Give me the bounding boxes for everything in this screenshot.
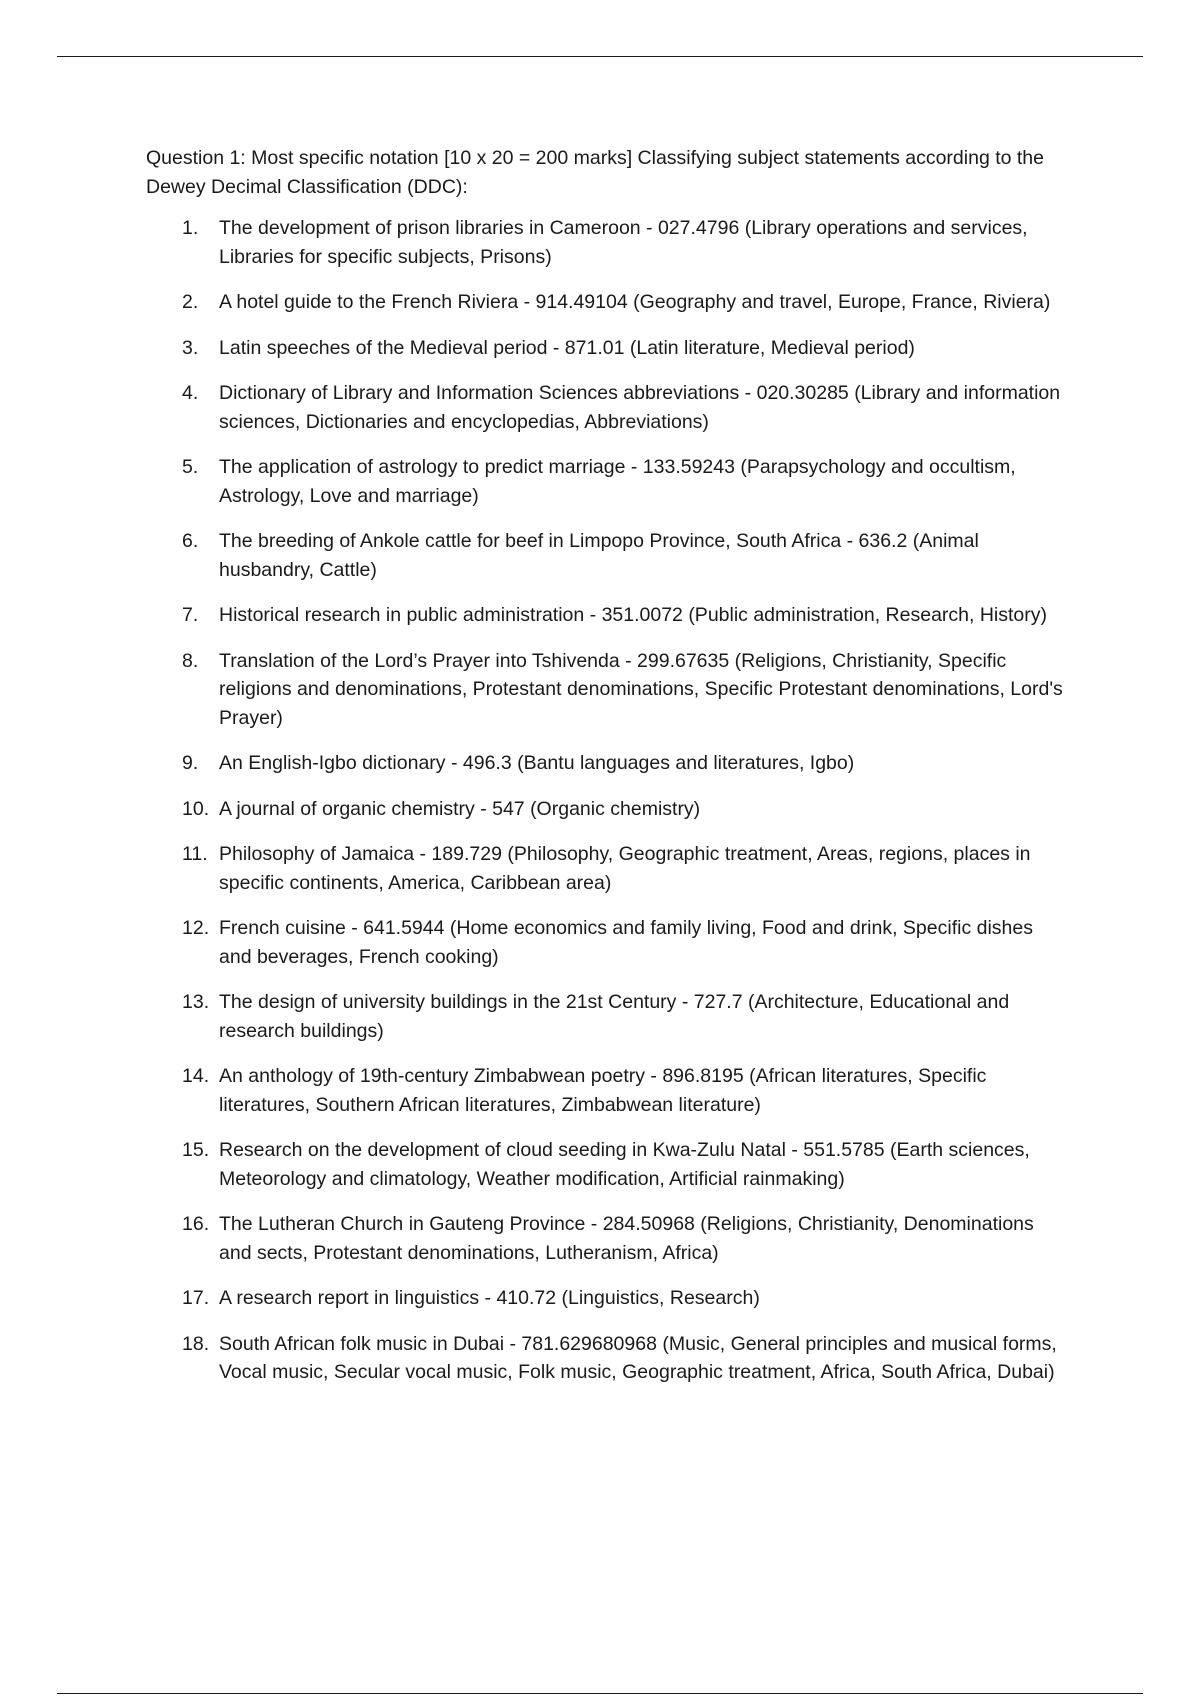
- list-item: [146, 334, 1066, 363]
- item-number: 16.: [182, 1213, 210, 1235]
- item-number: 9.: [182, 752, 199, 774]
- list-item: [146, 1210, 1066, 1267]
- item-text: The application of astrology to predict marriage - 133.59243 (Parapsychology and occultism, Astrology, Love and marriage): [219, 456, 1016, 507]
- item-text: Philosophy of Jamaica - 189.729 (Philosophy, Geographic treatment, Areas, regions, places in specific continents, America, Caribbean area): [219, 843, 1031, 894]
- list-item: [146, 988, 1066, 1045]
- list-item: [146, 840, 1066, 897]
- item-text: French cuisine - 641.5944 (Home economics and family living, Food and drink, Specific dishes and beverages, French cooking): [219, 917, 1033, 968]
- list-item: [146, 647, 1066, 733]
- item-text: The breeding of Ankole cattle for beef in Limpopo Province, South Africa - 636.2 (Animal husbandry, Cattle): [219, 530, 979, 581]
- item-text: Latin speeches of the Medieval period - 871.01 (Latin literature, Medieval period): [219, 336, 915, 359]
- item-text: A journal of organic chemistry - 547 (Organic chemistry): [219, 797, 701, 820]
- item-text: The design of university buildings in the 21st Century - 727.7 (Architecture, Educational and research buildings): [219, 991, 1010, 1042]
- item-text: A research report in linguistics - 410.72 (Linguistics, Research): [219, 1287, 760, 1309]
- top-divider: [57, 56, 1143, 57]
- item-number: 6.: [182, 530, 199, 552]
- item-text: Translation of the Lord’s Prayer into Tshivenda - 299.67635 (Religions, Christianity, Specific religions and denominations, Protestant denominations, Specific Protestant denominations, Lord's Prayer): [219, 649, 1063, 729]
- item-number: 5.: [182, 456, 199, 478]
- item-text: Dictionary of Library and Information Sciences abbreviations - 020.30285 (Library and information sciences, Dictionaries and encyclopedias, Abbreviations): [219, 382, 1061, 433]
- list-item: [146, 795, 1066, 824]
- item-text: Research on the development of cloud seeding in Kwa-Zulu Natal - 551.5785 (Earth sciences, Meteorology and climatology, Weather modification, Artificial rainmaking): [219, 1139, 1030, 1190]
- question-intro: Question 1: Most specific notation [10 x 20 = 200 marks] Classifying subject statements according to the Dewey Decimal Classification (DDC):: [146, 147, 1044, 198]
- item-text: South African folk music in Dubai - 781.629680968 (Music, General principles and musical forms, Vocal music, Secular vocal music, Folk music, Geographic treatment, Africa, South Africa, Dubai): [219, 1332, 1057, 1383]
- item-number: 18.: [182, 1332, 210, 1355]
- item-text: An anthology of 19th-century Zimbabwean poetry - 896.8195 (African literatures, Specific literatures, Southern African literatures, Zimbabwean literature): [219, 1065, 987, 1116]
- item-text: The Lutheran Church in Gauteng Province - 284.50968 (Religions, Christianity, Denominations and sects, Protestant denominations, Lutheranism, Africa): [219, 1213, 1034, 1264]
- document-body: [146, 144, 1066, 1404]
- list-item: [146, 1330, 1066, 1387]
- item-number: 8.: [182, 649, 199, 672]
- item-number: 12.: [182, 917, 210, 939]
- item-number: 13.: [182, 991, 210, 1013]
- list-item: [146, 214, 1066, 271]
- list-item: [146, 453, 1066, 510]
- item-number: 10.: [182, 797, 210, 820]
- item-number: 17.: [182, 1287, 210, 1309]
- item-number: 2.: [182, 291, 199, 313]
- item-number: 11.: [182, 843, 208, 865]
- list-item: [146, 749, 1066, 778]
- list-item: [146, 527, 1066, 584]
- list-item: [146, 914, 1066, 971]
- item-number: 7.: [182, 604, 199, 626]
- item-text: A hotel guide to the French Riviera - 914.49104 (Geography and travel, Europe, France, Riviera): [219, 291, 1051, 313]
- list-item: [146, 288, 1066, 317]
- list-item: [146, 379, 1066, 436]
- item-text: The development of prison libraries in Cameroon - 027.4796 (Library operations and services, Libraries for specific subjects, Prisons): [219, 217, 1028, 268]
- item-number: 15.: [182, 1139, 210, 1161]
- classification-list: [146, 214, 1066, 1387]
- list-item: [146, 1062, 1066, 1119]
- list-item: [146, 1136, 1066, 1193]
- list-item: [146, 601, 1066, 630]
- item-number: 14.: [182, 1065, 210, 1087]
- list-item: [146, 1284, 1066, 1313]
- bottom-divider: [57, 1693, 1143, 1694]
- item-text: An English-Igbo dictionary - 496.3 (Bantu languages and literatures, Igbo): [219, 752, 855, 774]
- item-number: 4.: [182, 382, 199, 404]
- item-number: 3.: [182, 336, 199, 359]
- item-text: Historical research in public administration - 351.0072 (Public administration, Research, History): [219, 604, 1048, 626]
- item-number: 1.: [182, 217, 199, 239]
